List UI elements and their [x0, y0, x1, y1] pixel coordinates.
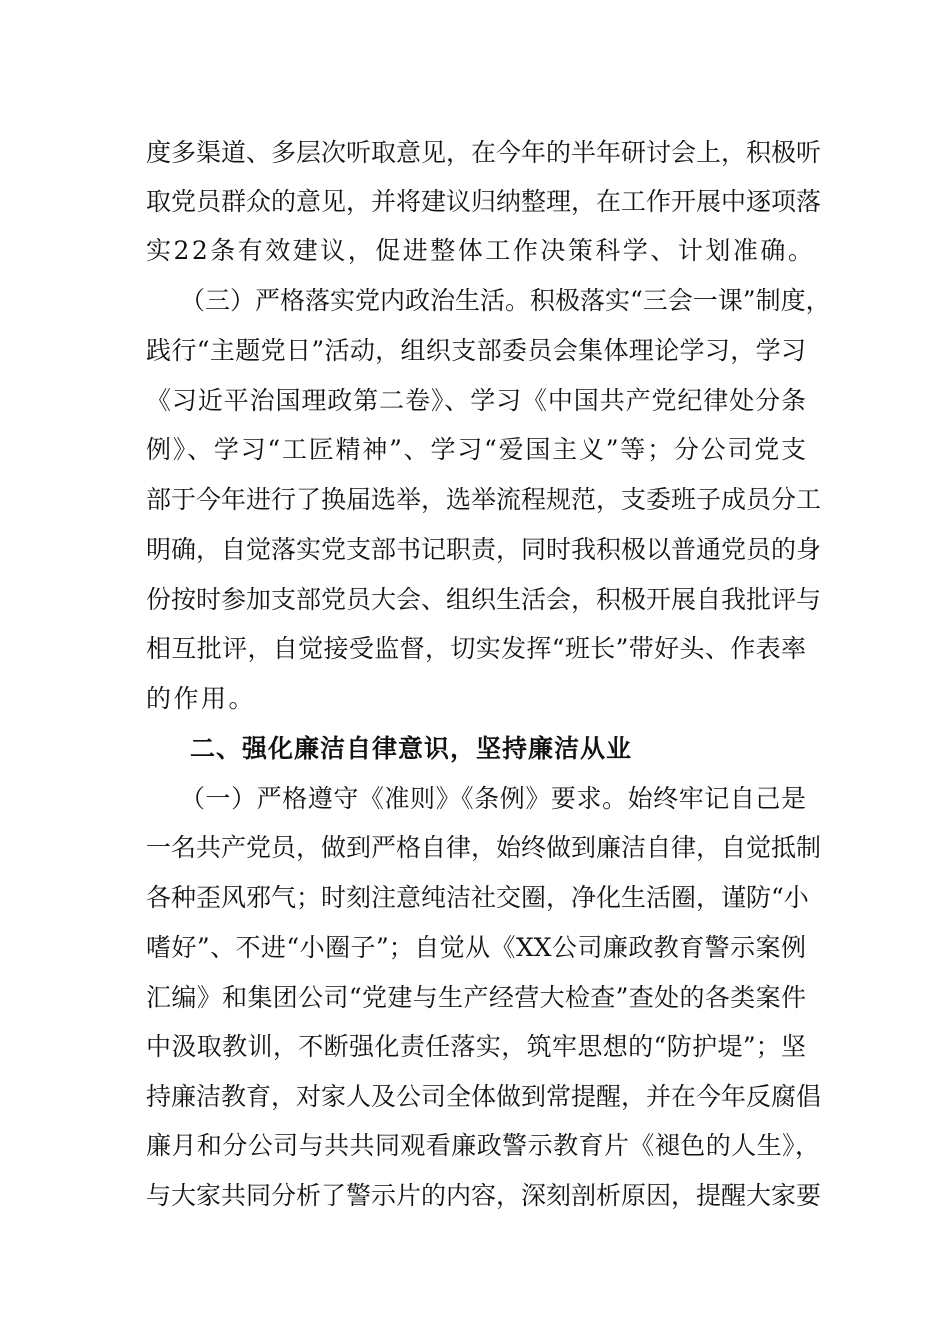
paragraph-line: 《习近平治国理政第二卷》、学习《中国共产党纪律处分条: [146, 386, 806, 415]
paragraph-line: 汇编》和集团公司“党建与生产经营大检查”查处的各类案件: [146, 983, 806, 1012]
paragraph-line: 与大家共同分析了警示片的内容，深刻剖析原因，提醒大家要: [146, 1181, 822, 1210]
paragraph-line: 部于今年进行了换届选举，选举流程规范，支委班子成员分工: [146, 485, 822, 514]
paragraph-line: 份按时参加支部党员大会、组织生活会，积极开展自我批评与: [146, 585, 822, 614]
paragraph-line: 嗜好”、不进“小圈子”；自觉从《XX公司廉政教育警示案例: [146, 933, 806, 962]
paragraph-line: 度多渠道、多层次听取意见，在今年的半年研讨会上，积极听: [146, 138, 822, 167]
section-3-line: （三）严格落实党内政治生活。积极落实“三会一课”制度，: [180, 286, 831, 315]
paragraph-line: 实22条有效建议，促进整体工作决策科学、计划准确。: [146, 236, 816, 265]
paragraph-line: 明确，自觉落实党支部书记职责，同时我积极以普通党员的身: [146, 535, 822, 564]
paragraph-line: 中汲取教训，不断强化责任落实，筑牢思想的“防护堤”；坚: [146, 1032, 806, 1061]
paragraph-line: 持廉洁教育，对家人及公司全体做到常提醒，并在今年反腐倡: [146, 1082, 822, 1111]
paragraph-line: 例》、学习“工匠精神”、学习“爱国主义”等；分公司党支: [146, 435, 806, 464]
section-heading: 二、强化廉洁自律意识，坚持廉洁从业: [190, 734, 633, 763]
paragraph-line: 取党员群众的意见，并将建议归纳整理，在工作开展中逐项落: [146, 187, 822, 216]
paragraph-line: 的作用。: [146, 684, 257, 713]
paragraph-line: 相互批评，自觉接受监督，切实发挥“班长”带好头、作表率: [146, 634, 806, 663]
paragraph-line: 践行“主题党日”活动，组织支部委员会集体理论学习，学习: [146, 336, 806, 365]
paragraph-line: 各种歪风邪气；时刻注意纯洁社交圈，净化生活圈，谨防“小: [146, 883, 809, 912]
paragraph-line: 一名共产党员，做到严格自律，始终做到廉洁自律，自觉抵制: [146, 833, 822, 862]
subsection-1-line: （一）严格遵守《准则》《条例》要求。始终牢记自己是: [180, 784, 806, 813]
paragraph-line: 廉月和分公司与共共同观看廉政警示教育片《褪色的人生》，: [146, 1131, 820, 1160]
